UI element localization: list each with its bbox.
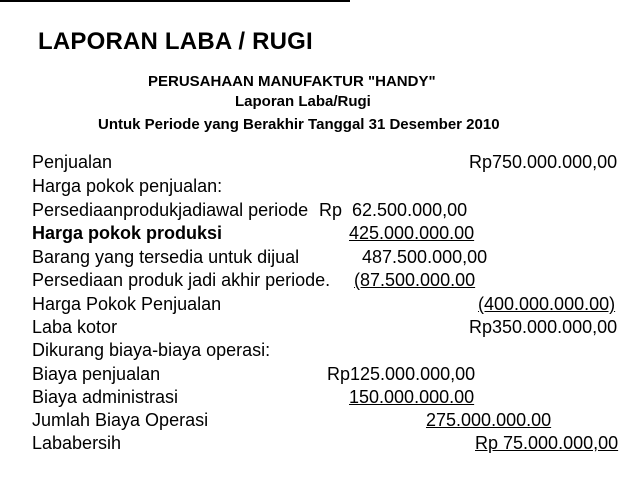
row-label: Barang yang tersedia untuk dijual xyxy=(32,247,300,267)
row-label: Harga Pokok Penjualan xyxy=(32,294,222,314)
report-name: Laporan Laba/Rugi xyxy=(235,93,371,110)
amount-col1: 425.000.000.00 xyxy=(349,223,475,243)
row-label: Laba kotor xyxy=(32,317,118,337)
row-label: Biaya administrasi xyxy=(32,387,179,407)
row-label: Penjualan xyxy=(32,152,113,172)
row-laba-bersih xyxy=(0,431,638,455)
row-label: Jumlah Biaya Operasi xyxy=(32,410,209,430)
amount-col3: (400.000.000.00) xyxy=(478,294,616,314)
row-harga-pokok-produksi xyxy=(0,221,638,245)
report-period: Untuk Periode yang Berakhir Tanggal 31 Desember 2010 xyxy=(98,116,500,133)
amount-col3: Rp750.000.000,00 xyxy=(469,152,618,172)
amount-col1: (87.500.000.00 xyxy=(354,270,476,290)
row-biaya-penjualan xyxy=(0,362,638,386)
amount-col1: 150.000.000.00 xyxy=(349,387,475,407)
amount-col1: 487.500.000,00 xyxy=(362,247,488,267)
row-label: Dikurang biaya-biaya operasi: xyxy=(32,340,271,360)
row-biaya-administrasi xyxy=(0,385,638,409)
row-label: Lababersih xyxy=(32,433,122,453)
row-label: Persediaanprodukjadiawal periode xyxy=(32,200,309,220)
top-rule xyxy=(0,0,350,2)
company-name: PERUSAHAAN MANUFAKTUR "HANDY" xyxy=(148,73,436,90)
row-biaya-operasi-heading xyxy=(0,338,638,362)
row-penjualan xyxy=(0,150,638,174)
slide-title: LAPORAN LABA / RUGI xyxy=(38,28,313,55)
row-jumlah-biaya-operasi xyxy=(0,408,638,432)
amount-col1: Rp 62.500.000,00 xyxy=(319,200,468,220)
row-harga-pokok-penjualan-heading xyxy=(0,174,638,198)
row-laba-kotor xyxy=(0,315,638,339)
row-label: Biaya penjualan xyxy=(32,364,161,384)
row-label: Persediaan produk jadi akhir periode. xyxy=(32,270,331,290)
row-barang-tersedia xyxy=(0,245,638,269)
amount-col2: 275.000.000.00 xyxy=(426,410,552,430)
row-persediaan-akhir xyxy=(0,268,638,292)
amount-col3: Rp350.000.000,00 xyxy=(469,317,618,337)
amount-col3: Rp 75.000.000,00 xyxy=(475,433,619,453)
row-persediaan-awal xyxy=(0,198,638,222)
row-harga-pokok-penjualan xyxy=(0,292,638,316)
amount-col1: Rp125.000.000,00 xyxy=(327,364,476,384)
row-label: Harga pokok produksi xyxy=(32,223,223,243)
row-label: Harga pokok penjualan: xyxy=(32,176,223,196)
